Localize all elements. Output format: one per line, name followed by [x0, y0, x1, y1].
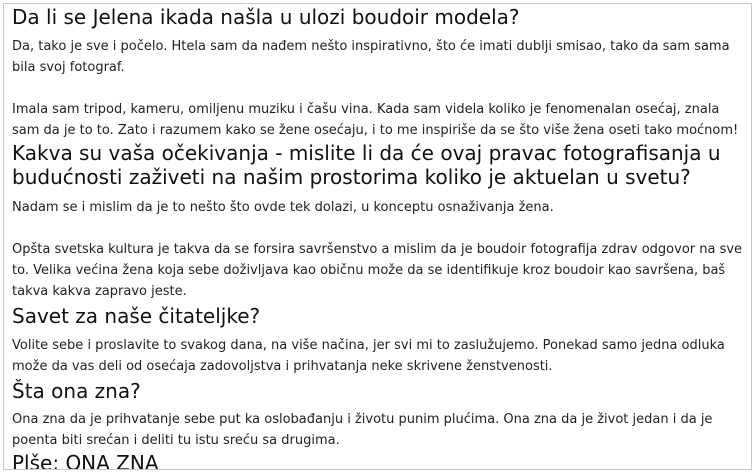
- question-heading-4: Šta ona zna?: [12, 379, 141, 403]
- question-heading-1: Da li se Jelena ikada našla u ulozi boudoir modela?: [12, 5, 520, 29]
- answer-paragraph-5: Volite sebe i proslavite to svakog dana, na više načina, jer svi mi to zaslužujemo. Ponekad samo jedna odluka može da vas deli od osećaja zadovoljstva i prihvatanja neke skrivene ženstvenosti.: [12, 338, 725, 374]
- answer-paragraph-2: Imala sam tripod, kameru, omiljenu muziku i čašu vina. Kada sam videla koliko je fenomenalan osećaj, znala sam da je to to. Zato i razumem kako se žene osećaju, i to me inspiriše da se što više žena oseti tako moćnom!: [12, 102, 739, 138]
- footer-heading: Plše: ONA ZNA: [12, 451, 159, 470]
- answer-paragraph-1: Da, tako je sve i počelo. Htela sam da nađem nešto inspirativno, što će imati dublji smisao, tako da sam sama bila svoj fotograf.: [12, 39, 730, 75]
- answer-paragraph-4: Opšta svetska kultura je takva da se forsira savršenstvo a mislim da je boudoir fotografija zdrav odgovor na sve to. Velika većina žena koja sebe doživljava kao običnu može da se identifikuje kroz boudoir kao savršena, baš takva kakva zapravo jeste.: [12, 242, 743, 299]
- article-frame: [3, 3, 752, 470]
- question-heading-2: Kakva su vaša očekivanja - mislite li da će ovaj pravac fotografisanja u budućnosti zaživeti na našim prostorima koliko je aktuelan u svetu?: [12, 141, 721, 189]
- question-heading-3: Savet za naše čitateljke?: [12, 304, 261, 328]
- answer-paragraph-6: Ona zna da je prihvatanje sebe put ka oslobađanju i životu punim plućima. Ona zna da je život jedan i da je poenta biti srećan i deliti tu istu sreću sa drugima.: [12, 412, 713, 448]
- article-body: [4, 5, 751, 470]
- answer-paragraph-3: Nadam se i mislim da je to nešto što ovde tek dolazi, u konceptu osnaživanja žena.: [12, 200, 554, 215]
